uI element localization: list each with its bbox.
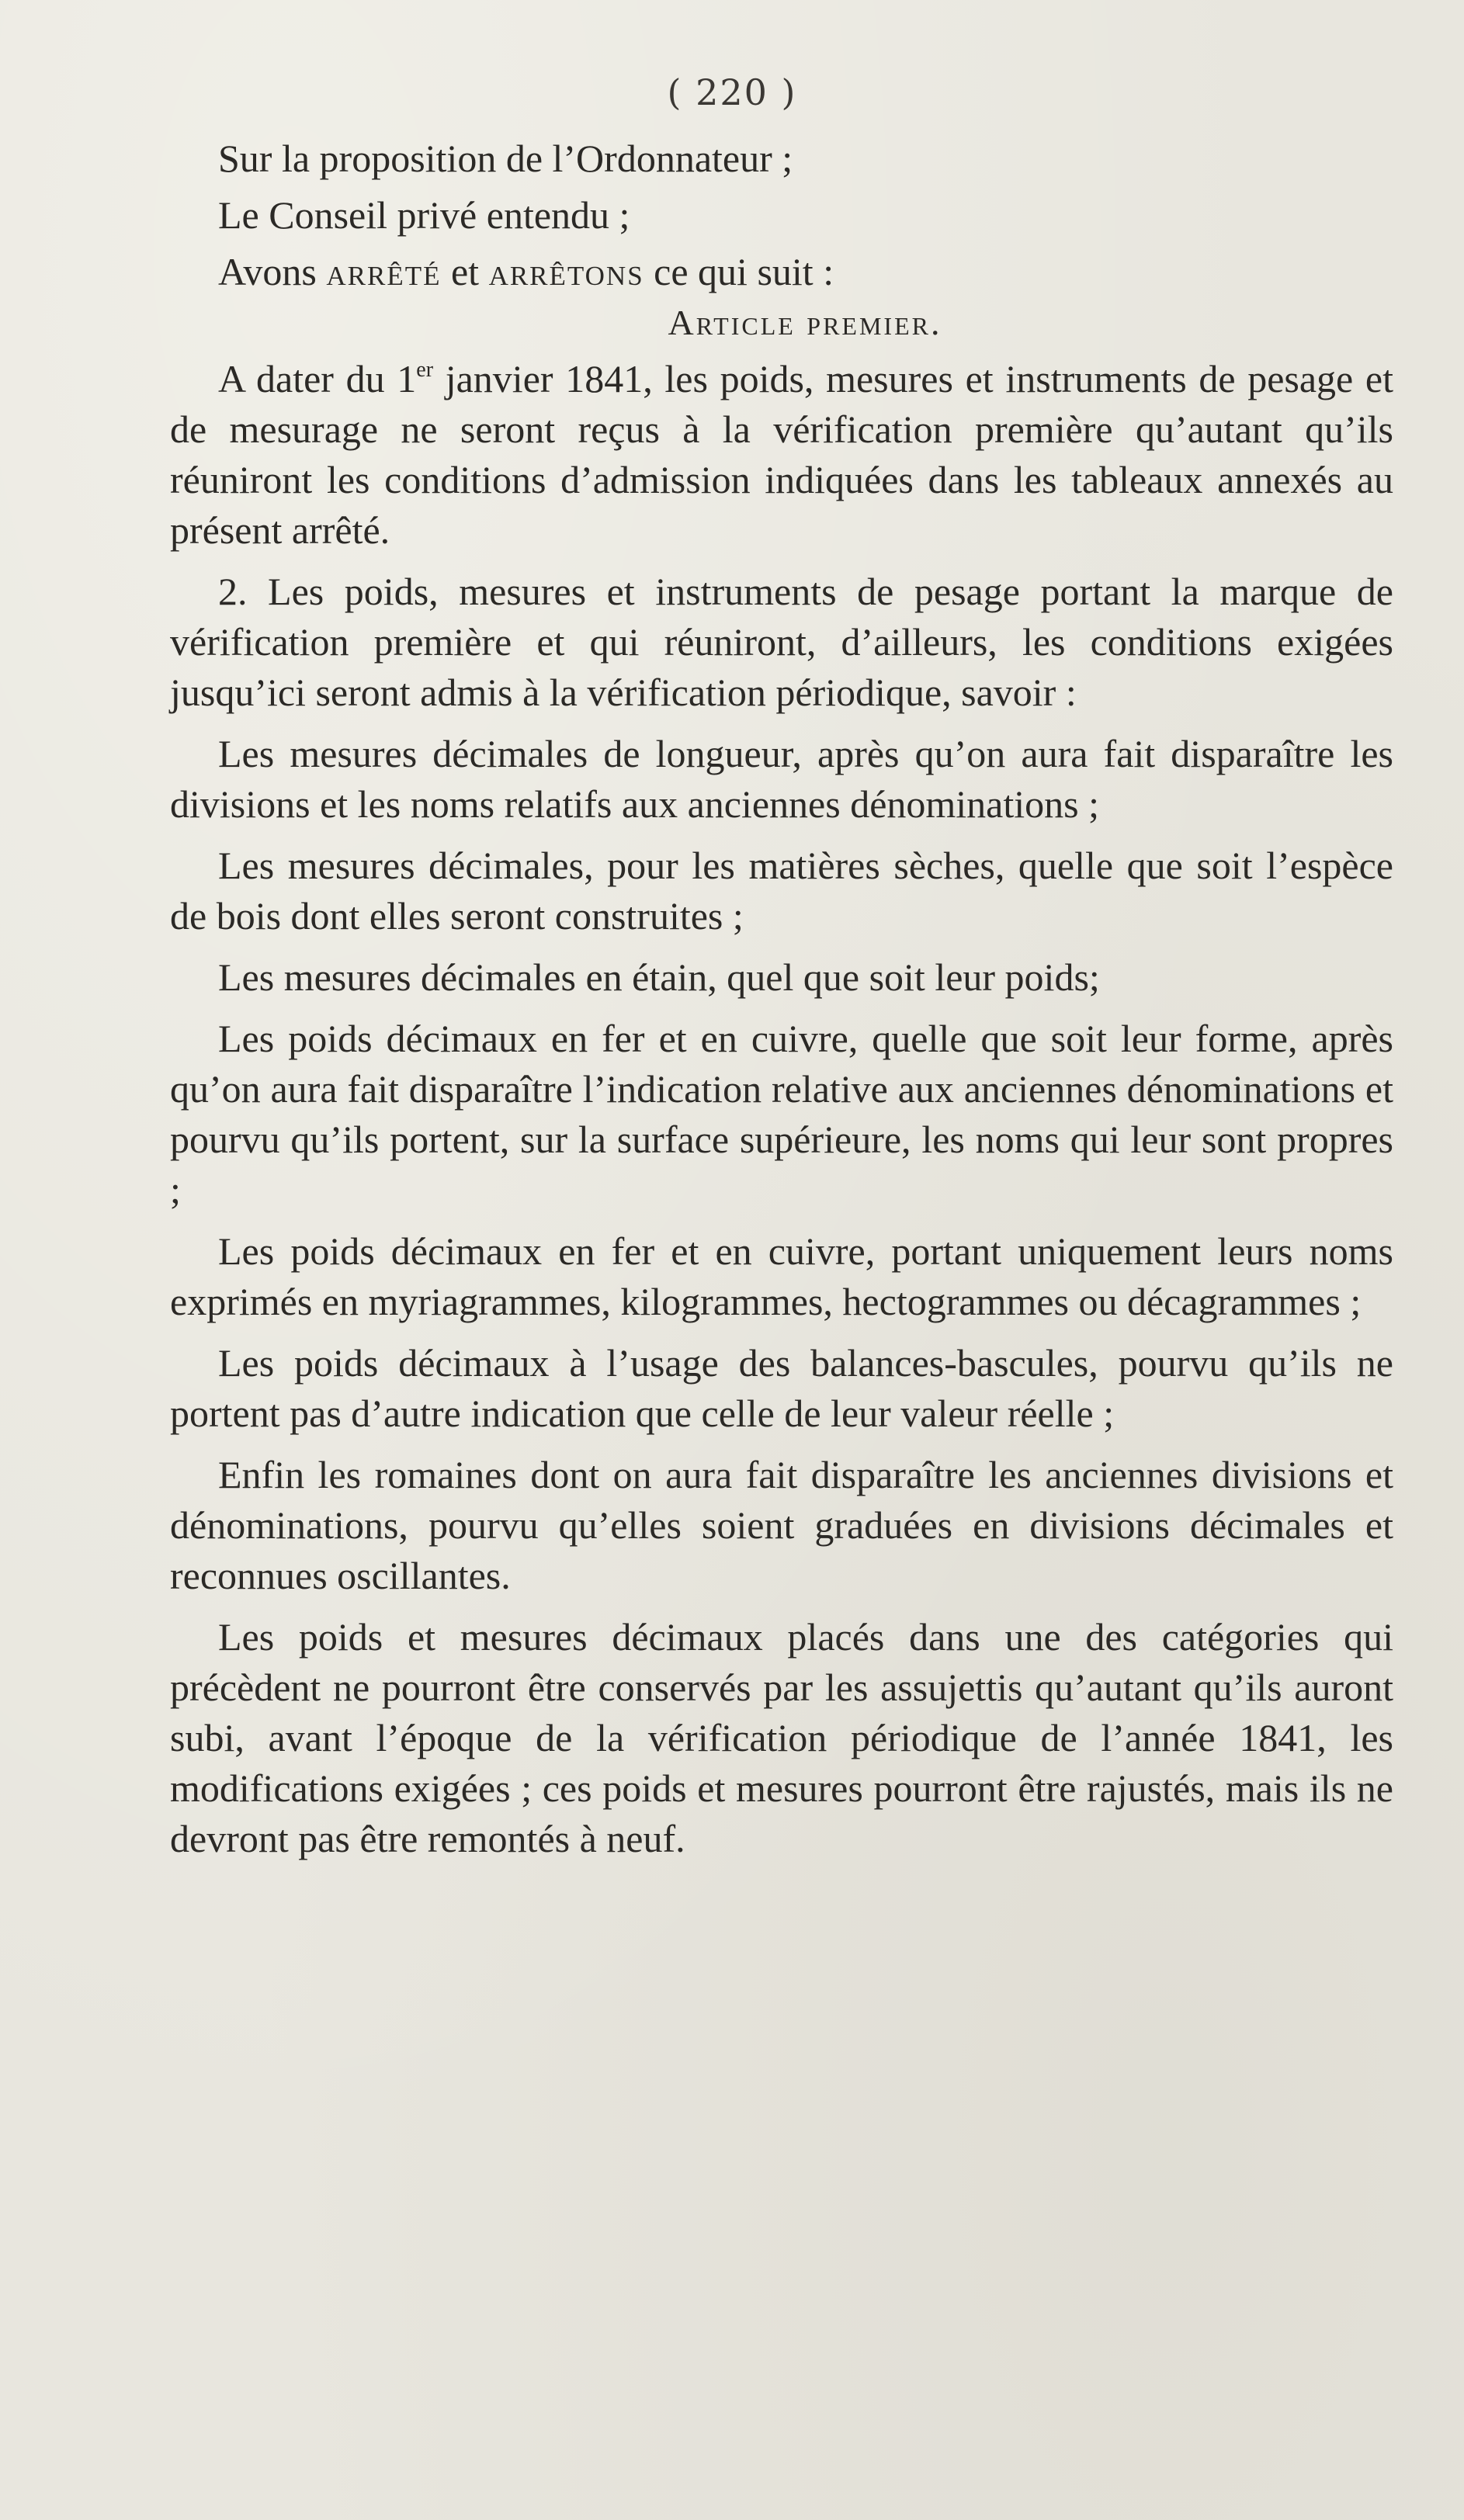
paragraph-article-2: 2. Les poids, mesures et instruments de pesage portant la marque de vérification première et qui réuniront, d’ailleurs, les conditions exigées jusqu’ici seront admis à la vérification périodique, savoir : — [170, 570, 1393, 714]
et-text: et — [441, 250, 489, 293]
arrete-smallcaps: arrêté — [326, 250, 442, 293]
article-heading: Article premier. — [668, 303, 942, 342]
ce-qui-suit-text: ce qui suit : — [644, 250, 834, 293]
page-number: ( 220 ) — [667, 71, 797, 113]
paragraph-proposition: Sur la proposition de l’Ordonnateur ; — [218, 137, 793, 180]
ordinal-superscript: er — [416, 358, 434, 382]
body-text — [170, 133, 1393, 1864]
paragraph-avons-arrete — [170, 247, 1393, 297]
paragraph-balances-bascules: Les poids décimaux à l’usage des balances-bascules, pourvu qu’ils ne portent pas d’autre indication que celle de leur valeur réelle ; — [170, 1341, 1393, 1435]
paragraph-conseil: Le Conseil privé entendu ; — [218, 193, 630, 237]
arretons-smallcaps: arrêtons — [488, 250, 644, 293]
paragraph-poids-noms: Les poids décimaux en fer et en cuivre, portant uniquement leurs noms exprimés en myriagrammes, kilogrammes, hectogrammes ou décagrammes ; — [170, 1229, 1393, 1323]
paragraph-etain: Les mesures décimales en étain, quel que soit leur poids; — [218, 955, 1100, 999]
avons-text: Avons — [218, 250, 327, 293]
paragraph-conservation: Les poids et mesures décimaux placés dans une des catégories qui précèdent ne pourront être conservés par les assujettis qu’autant qu’ils auront subi, avant l’époque de la vérification périodique de l’année 1841, les modifications exigées ; ces poids et mesures pourront être rajustés, mais ils ne devront pas être remontés à neuf. — [170, 1615, 1393, 1860]
paragraph-poids-fer-cuivre: Les poids décimaux en fer et en cuivre, quelle que soit leur forme, après qu’on aura fait disparaître l’indication relative aux anciennes dénominations et pourvu qu’ils portent, sur la surface supérieure, les noms qui leur sont propres ; — [170, 1017, 1393, 1211]
paragraph-matieres-seches: Les mesures décimales, pour les matières sèches, quelle que soit l’espèce de bois dont elles seront construites ; — [170, 844, 1393, 938]
article-1-start: A dater du 1 — [218, 357, 417, 400]
paragraph-mesures-longueur: Les mesures décimales de longueur, après qu’on aura fait disparaître les divisions et les noms relatifs aux anciennes dénominations ; — [170, 732, 1393, 826]
paragraph-article-1 — [170, 354, 1393, 556]
paragraph-romaines: Enfin les romaines dont on aura fait disparaître les anciennes divisions et dénominations, pourvu qu’elles soient graduées en divisions décimales et reconnues oscillantes. — [170, 1453, 1393, 1597]
article-1-rest: janvier 1841, les poids, mesures et instruments de pesage et de mesurage ne seront reçus à la vérification première qu’autant qu’ils réuniront les conditions d’admission indiquées dans les tableaux annexés au présent arrêté. — [170, 357, 1393, 552]
